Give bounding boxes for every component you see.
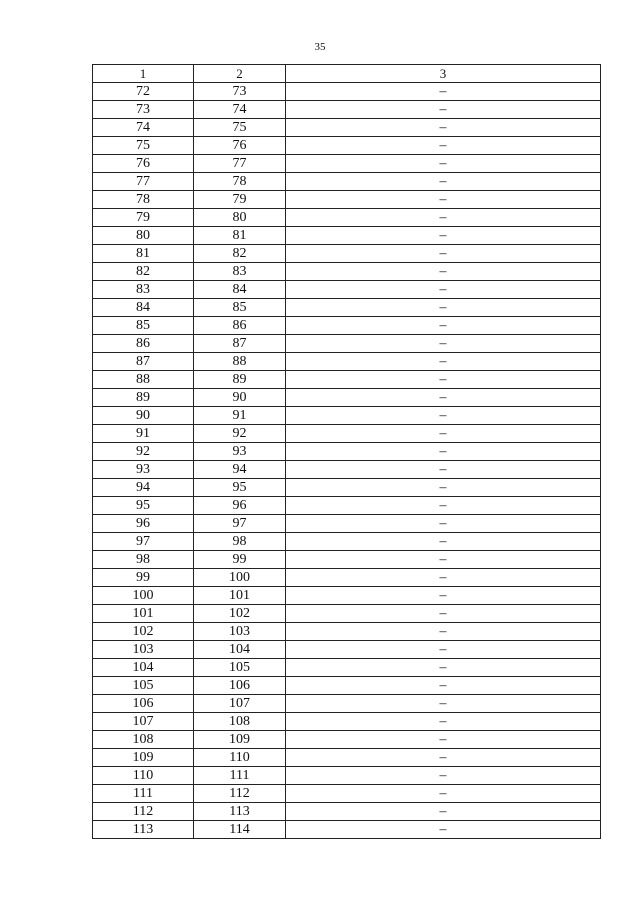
table-cell-col-1: 82: [93, 263, 194, 281]
table-row: [93, 299, 601, 317]
table-cell-col-3: –: [286, 533, 601, 551]
table-cell-col-1: 112: [93, 803, 194, 821]
table-cell-col-2: 109: [194, 731, 286, 749]
table-cell-col-2: 79: [194, 191, 286, 209]
table-row: [93, 461, 601, 479]
table-cell-col-1: 86: [93, 335, 194, 353]
table-cell-col-3: –: [286, 263, 601, 281]
table-row: [93, 713, 601, 731]
table-cell-col-2: 74: [194, 101, 286, 119]
table-row: [93, 371, 601, 389]
table-cell-col-2: 96: [194, 497, 286, 515]
table-cell-col-2: 86: [194, 317, 286, 335]
page-number: 35: [314, 41, 326, 53]
table-cell-col-1: 108: [93, 731, 194, 749]
table-cell-col-1: 92: [93, 443, 194, 461]
table-cell-col-2: 87: [194, 335, 286, 353]
table-cell-col-1: 103: [93, 641, 194, 659]
column-header-1: 1: [93, 65, 194, 83]
table-cell-col-1: 97: [93, 533, 194, 551]
table-cell-col-1: 104: [93, 659, 194, 677]
table-cell-col-2: 89: [194, 371, 286, 389]
table-cell-col-2: 82: [194, 245, 286, 263]
table-cell-col-3: –: [286, 551, 601, 569]
table-cell-col-3: –: [286, 425, 601, 443]
table-cell-col-2: 95: [194, 479, 286, 497]
table-row: [93, 497, 601, 515]
table-row: [93, 605, 601, 623]
table-cell-col-3: –: [286, 371, 601, 389]
table-cell-col-1: 93: [93, 461, 194, 479]
table-cell-col-3: –: [286, 101, 601, 119]
data-table: [92, 64, 601, 839]
table-row: [93, 335, 601, 353]
table-cell-col-1: 90: [93, 407, 194, 425]
table-cell-col-3: –: [286, 767, 601, 785]
table-cell-col-3: –: [286, 317, 601, 335]
table-row: [93, 83, 601, 101]
table-cell-col-2: 78: [194, 173, 286, 191]
table-cell-col-2: 88: [194, 353, 286, 371]
table-cell-col-3: –: [286, 695, 601, 713]
table-cell-col-1: 96: [93, 515, 194, 533]
table-row: [93, 785, 601, 803]
table-cell-col-1: 102: [93, 623, 194, 641]
table-row: [93, 227, 601, 245]
table-cell-col-1: 88: [93, 371, 194, 389]
table-cell-col-3: –: [286, 281, 601, 299]
table-row: [93, 119, 601, 137]
table-cell-col-1: 91: [93, 425, 194, 443]
table-cell-col-2: 92: [194, 425, 286, 443]
table-cell-col-3: –: [286, 515, 601, 533]
table-cell-col-3: –: [286, 209, 601, 227]
table-cell-col-1: 84: [93, 299, 194, 317]
table-cell-col-2: 99: [194, 551, 286, 569]
table-cell-col-3: –: [286, 623, 601, 641]
table-cell-col-3: –: [286, 83, 601, 101]
table-cell-col-2: 111: [194, 767, 286, 785]
table-cell-col-3: –: [286, 461, 601, 479]
table-cell-col-1: 95: [93, 497, 194, 515]
table-cell-col-1: 85: [93, 317, 194, 335]
table-cell-col-1: 78: [93, 191, 194, 209]
table-cell-col-3: –: [286, 155, 601, 173]
table-cell-col-2: 77: [194, 155, 286, 173]
table-cell-col-2: 91: [194, 407, 286, 425]
table-row: [93, 659, 601, 677]
table-cell-col-3: –: [286, 803, 601, 821]
table-cell-col-2: 93: [194, 443, 286, 461]
table-cell-col-2: 110: [194, 749, 286, 767]
table-cell-col-1: 101: [93, 605, 194, 623]
table-row: [93, 821, 601, 839]
table-cell-col-1: 75: [93, 137, 194, 155]
table-row: [93, 677, 601, 695]
table-cell-col-2: 102: [194, 605, 286, 623]
table-row: [93, 137, 601, 155]
table-cell-col-1: 87: [93, 353, 194, 371]
table-row: [93, 695, 601, 713]
table-row: [93, 281, 601, 299]
table-cell-col-3: –: [286, 227, 601, 245]
table-cell-col-3: –: [286, 785, 601, 803]
table-row: [93, 191, 601, 209]
table-cell-col-1: 109: [93, 749, 194, 767]
table-cell-col-2: 112: [194, 785, 286, 803]
table-cell-col-2: 113: [194, 803, 286, 821]
table-row: [93, 353, 601, 371]
table-cell-col-3: –: [286, 569, 601, 587]
table-row: [93, 173, 601, 191]
table-cell-col-1: 106: [93, 695, 194, 713]
table-row: [93, 263, 601, 281]
table-cell-col-3: –: [286, 605, 601, 623]
table-cell-col-3: –: [286, 479, 601, 497]
table-row: [93, 101, 601, 119]
table-row: [93, 569, 601, 587]
table-row: [93, 155, 601, 173]
table-cell-col-1: 72: [93, 83, 194, 101]
table-row: [93, 623, 601, 641]
table-row: [93, 245, 601, 263]
table-row: [93, 587, 601, 605]
table-cell-col-3: –: [286, 749, 601, 767]
table-row: [93, 407, 601, 425]
table-row: [93, 749, 601, 767]
table-cell-col-1: 76: [93, 155, 194, 173]
table-cell-col-2: 94: [194, 461, 286, 479]
table-cell-col-3: –: [286, 353, 601, 371]
table-body: [93, 83, 601, 839]
table-cell-col-1: 89: [93, 389, 194, 407]
table-row: [93, 443, 601, 461]
table-cell-col-3: –: [286, 137, 601, 155]
table-cell-col-2: 106: [194, 677, 286, 695]
table-cell-col-1: 73: [93, 101, 194, 119]
table-row: [93, 731, 601, 749]
table-cell-col-3: –: [286, 497, 601, 515]
table-cell-col-2: 98: [194, 533, 286, 551]
table-row: [93, 209, 601, 227]
table-cell-col-2: 97: [194, 515, 286, 533]
table-cell-col-3: –: [286, 335, 601, 353]
table-row: [93, 425, 601, 443]
table-cell-col-3: –: [286, 389, 601, 407]
table-cell-col-2: 100: [194, 569, 286, 587]
column-header-2: 2: [194, 65, 286, 83]
table-cell-col-1: 83: [93, 281, 194, 299]
table-cell-col-3: –: [286, 119, 601, 137]
table-cell-col-1: 107: [93, 713, 194, 731]
table-row: [93, 551, 601, 569]
table-cell-col-1: 99: [93, 569, 194, 587]
table-cell-col-3: –: [286, 245, 601, 263]
table-cell-col-3: –: [286, 713, 601, 731]
table-header: [93, 65, 601, 83]
header-row: [93, 65, 601, 83]
table-cell-col-2: 105: [194, 659, 286, 677]
table-cell-col-1: 81: [93, 245, 194, 263]
table-cell-col-3: –: [286, 821, 601, 839]
table-cell-col-1: 77: [93, 173, 194, 191]
table-row: [93, 515, 601, 533]
table-cell-col-2: 101: [194, 587, 286, 605]
column-header-3: 3: [286, 65, 601, 83]
table-row: [93, 317, 601, 335]
table-cell-col-2: 103: [194, 623, 286, 641]
table-row: [93, 767, 601, 785]
table-cell-col-2: 75: [194, 119, 286, 137]
table-cell-col-1: 113: [93, 821, 194, 839]
table-cell-col-1: 80: [93, 227, 194, 245]
table-cell-col-1: 111: [93, 785, 194, 803]
table-row: [93, 641, 601, 659]
table-cell-col-1: 98: [93, 551, 194, 569]
table-cell-col-1: 74: [93, 119, 194, 137]
table-cell-col-1: 100: [93, 587, 194, 605]
table-row: [93, 389, 601, 407]
table-cell-col-1: 110: [93, 767, 194, 785]
table-cell-col-3: –: [286, 731, 601, 749]
table-cell-col-1: 79: [93, 209, 194, 227]
table-cell-col-2: 81: [194, 227, 286, 245]
table-cell-col-1: 105: [93, 677, 194, 695]
table-cell-col-3: –: [286, 641, 601, 659]
table-cell-col-3: –: [286, 407, 601, 425]
table-cell-col-3: –: [286, 299, 601, 317]
table-cell-col-3: –: [286, 173, 601, 191]
table-cell-col-2: 83: [194, 263, 286, 281]
table-cell-col-2: 73: [194, 83, 286, 101]
table-cell-col-1: 94: [93, 479, 194, 497]
table-cell-col-2: 80: [194, 209, 286, 227]
table-cell-col-2: 76: [194, 137, 286, 155]
table-cell-col-2: 85: [194, 299, 286, 317]
table-row: [93, 533, 601, 551]
table-cell-col-2: 108: [194, 713, 286, 731]
table-cell-col-3: –: [286, 677, 601, 695]
table-row: [93, 479, 601, 497]
table-cell-col-3: –: [286, 191, 601, 209]
table-cell-col-2: 90: [194, 389, 286, 407]
table-row: [93, 803, 601, 821]
table-cell-col-2: 114: [194, 821, 286, 839]
table-cell-col-3: –: [286, 443, 601, 461]
table-cell-col-2: 84: [194, 281, 286, 299]
table-cell-col-3: –: [286, 587, 601, 605]
table-cell-col-2: 107: [194, 695, 286, 713]
table-cell-col-3: –: [286, 659, 601, 677]
table-cell-col-2: 104: [194, 641, 286, 659]
